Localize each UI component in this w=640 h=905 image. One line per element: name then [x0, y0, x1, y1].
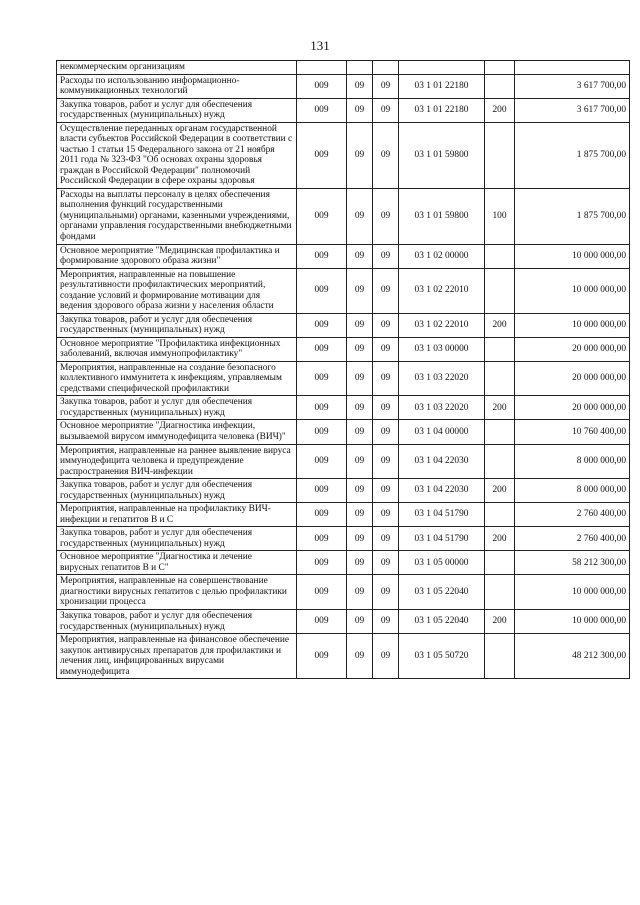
cell-section: 09	[347, 244, 373, 268]
table-row	[57, 527, 630, 551]
cell-amount: 10 000 000,00	[515, 575, 630, 610]
cell-subsection: 09	[373, 527, 399, 551]
cell-amount: 1 875 700,00	[515, 188, 630, 244]
cell-subsection: 09	[373, 420, 399, 444]
table-body	[57, 61, 630, 679]
cell-expense-type	[485, 268, 515, 313]
cell-target-article: 03 1 04 51790	[399, 527, 485, 551]
cell-expense-type	[485, 634, 515, 679]
cell-name: Закупка товаров, работ и услуг для обеспечения государственных (муниципальных) нужд	[57, 313, 297, 337]
cell-target-article	[399, 61, 485, 75]
cell-section: 09	[347, 361, 373, 396]
table-row	[57, 122, 630, 188]
cell-name: Основное мероприятие "Профилактика инфекционных заболеваний, включая иммунопрофилактику"	[57, 337, 297, 361]
cell-target-article: 03 1 02 22010	[399, 268, 485, 313]
cell-amount: 10 000 000,00	[515, 609, 630, 633]
cell-name: Закупка товаров, работ и услуг для обеспечения государственных (муниципальных) нужд	[57, 479, 297, 503]
cell-amount	[515, 61, 630, 75]
cell-section: 09	[347, 444, 373, 479]
cell-target-article: 03 1 04 00000	[399, 420, 485, 444]
cell-subsection: 09	[373, 122, 399, 188]
cell-admin-code: 009	[297, 74, 347, 98]
cell-section: 09	[347, 396, 373, 420]
cell-admin-code: 009	[297, 396, 347, 420]
cell-subsection: 09	[373, 337, 399, 361]
cell-section: 09	[347, 74, 373, 98]
table-row	[57, 420, 630, 444]
cell-subsection: 09	[373, 188, 399, 244]
cell-subsection: 09	[373, 98, 399, 122]
page-number: 131	[310, 38, 330, 53]
cell-amount: 2 760 400,00	[515, 503, 630, 527]
cell-amount: 48 212 300,00	[515, 634, 630, 679]
cell-admin-code: 009	[297, 122, 347, 188]
cell-admin-code: 009	[297, 444, 347, 479]
table-row	[57, 396, 630, 420]
cell-name: Расходы по использованию информационно-коммуникационных технологий	[57, 74, 297, 98]
cell-section: 09	[347, 527, 373, 551]
cell-admin-code: 009	[297, 551, 347, 575]
cell-target-article: 03 1 05 00000	[399, 551, 485, 575]
cell-admin-code: 009	[297, 420, 347, 444]
cell-target-article: 03 1 05 22040	[399, 609, 485, 633]
cell-target-article: 03 1 04 51790	[399, 503, 485, 527]
cell-section: 09	[347, 609, 373, 633]
cell-expense-type	[485, 503, 515, 527]
cell-target-article: 03 1 04 22030	[399, 479, 485, 503]
cell-subsection	[373, 61, 399, 75]
cell-name: Основное мероприятие "Медицинская профилактика и формирование здорового образа жизни"	[57, 244, 297, 268]
cell-subsection: 09	[373, 503, 399, 527]
cell-name: некоммерческим организациям	[57, 61, 297, 75]
table-row	[57, 337, 630, 361]
cell-amount: 1 875 700,00	[515, 122, 630, 188]
cell-amount: 2 760 400,00	[515, 527, 630, 551]
cell-section: 09	[347, 337, 373, 361]
cell-target-article: 03 1 03 00000	[399, 337, 485, 361]
table-row	[57, 188, 630, 244]
cell-expense-type: 200	[485, 609, 515, 633]
cell-subsection: 09	[373, 609, 399, 633]
cell-name: Мероприятия, направленные на совершенствование диагностики вирусных гепатитов с целью профилактики хронизации процесса	[57, 575, 297, 610]
cell-expense-type	[485, 74, 515, 98]
cell-subsection: 09	[373, 313, 399, 337]
cell-admin-code: 009	[297, 98, 347, 122]
cell-expense-type	[485, 61, 515, 75]
cell-target-article: 03 1 05 22040	[399, 575, 485, 610]
cell-admin-code: 009	[297, 479, 347, 503]
cell-subsection: 09	[373, 551, 399, 575]
cell-subsection: 09	[373, 74, 399, 98]
cell-section: 09	[347, 98, 373, 122]
cell-admin-code: 009	[297, 268, 347, 313]
cell-admin-code: 009	[297, 188, 347, 244]
cell-subsection: 09	[373, 575, 399, 610]
table-row	[57, 634, 630, 679]
cell-name: Расходы на выплаты персоналу в целях обеспечения выполнения функций государственными (муниципальными) органами, казенными учреждениями, органами управления государственными внебюджетными фондами	[57, 188, 297, 244]
table-row	[57, 268, 630, 313]
cell-name: Мероприятия, направленные на создание безопасного коллективного иммунитета к инфекциям, управляемым средствами специфической профилактики	[57, 361, 297, 396]
table-row	[57, 98, 630, 122]
cell-amount: 8 000 000,00	[515, 479, 630, 503]
cell-admin-code: 009	[297, 609, 347, 633]
cell-amount: 10 000 000,00	[515, 313, 630, 337]
cell-section	[347, 61, 373, 75]
cell-subsection: 09	[373, 444, 399, 479]
cell-amount: 20 000 000,00	[515, 361, 630, 396]
cell-name: Мероприятия, направленные на финансовое обеспечение закупок антивирусных препаратов для профилактики и лечения лиц, инфицированных вирусами иммунодефицита	[57, 634, 297, 679]
cell-section: 09	[347, 503, 373, 527]
cell-section: 09	[347, 479, 373, 503]
cell-name: Основное мероприятие "Диагностика инфекции, вызываемой вирусом иммунодефицита человека (ВИЧ)"	[57, 420, 297, 444]
cell-target-article: 03 1 04 22030	[399, 444, 485, 479]
cell-admin-code: 009	[297, 503, 347, 527]
table-row	[57, 244, 630, 268]
table-row	[57, 479, 630, 503]
table-row	[57, 609, 630, 633]
cell-section: 09	[347, 188, 373, 244]
cell-name: Мероприятия, направленные на раннее выявление вируса иммунодефицита человека и предупреждение распространения ВИЧ-инфекции	[57, 444, 297, 479]
cell-target-article: 03 1 02 00000	[399, 244, 485, 268]
cell-name: Осуществление переданных органам государственной власти субъектов Российской Федерации в соответствии с частью 1 статьи 15 Федерального закона от 21 ноября 2011 года № 323-ФЗ "Об основах охраны здоровья граждан в Российской Федерации" полномочий Российской Федерации в сфере охраны здоровья	[57, 122, 297, 188]
cell-amount: 58 212 300,00	[515, 551, 630, 575]
cell-amount: 8 000 000,00	[515, 444, 630, 479]
cell-amount: 10 760 400,00	[515, 420, 630, 444]
cell-admin-code: 009	[297, 337, 347, 361]
cell-target-article: 03 1 01 59800	[399, 188, 485, 244]
cell-expense-type: 200	[485, 396, 515, 420]
table-row	[57, 361, 630, 396]
table-row	[57, 444, 630, 479]
cell-section: 09	[347, 420, 373, 444]
cell-expense-type	[485, 244, 515, 268]
cell-target-article: 03 1 05 50720	[399, 634, 485, 679]
budget-table	[56, 60, 630, 679]
cell-section: 09	[347, 268, 373, 313]
cell-amount: 20 000 000,00	[515, 396, 630, 420]
cell-name: Закупка товаров, работ и услуг для обеспечения государственных (муниципальных) нужд	[57, 609, 297, 633]
cell-subsection: 09	[373, 268, 399, 313]
cell-amount: 10 000 000,00	[515, 244, 630, 268]
cell-admin-code: 009	[297, 361, 347, 396]
cell-admin-code	[297, 61, 347, 75]
cell-admin-code: 009	[297, 313, 347, 337]
cell-expense-type	[485, 420, 515, 444]
cell-name: Закупка товаров, работ и услуг для обеспечения государственных (муниципальных) нужд	[57, 98, 297, 122]
cell-name: Закупка товаров, работ и услуг для обеспечения государственных (муниципальных) нужд	[57, 396, 297, 420]
cell-subsection: 09	[373, 396, 399, 420]
cell-admin-code: 009	[297, 634, 347, 679]
cell-name: Закупка товаров, работ и услуг для обеспечения государственных (муниципальных) нужд	[57, 527, 297, 551]
cell-amount: 3 617 700,00	[515, 74, 630, 98]
cell-expense-type	[485, 361, 515, 396]
cell-name: Мероприятия, направленные на профилактику ВИЧ-инфекции и гепатитов B и C	[57, 503, 297, 527]
cell-section: 09	[347, 313, 373, 337]
cell-target-article: 03 1 02 22010	[399, 313, 485, 337]
cell-expense-type: 200	[485, 479, 515, 503]
cell-section: 09	[347, 551, 373, 575]
cell-amount: 3 617 700,00	[515, 98, 630, 122]
table-row	[57, 61, 630, 75]
cell-target-article: 03 1 01 22180	[399, 74, 485, 98]
cell-amount: 20 000 000,00	[515, 337, 630, 361]
cell-target-article: 03 1 01 59800	[399, 122, 485, 188]
cell-name: Мероприятия, направленные на повышение результативности профилактических мероприятий, создание условий и формирование мотивации для ведения здорового образа жизни у населения области	[57, 268, 297, 313]
cell-name: Основное мероприятие "Диагностика и лечение вирусных гепатитов B и C"	[57, 551, 297, 575]
table-row	[57, 313, 630, 337]
cell-amount: 10 000 000,00	[515, 268, 630, 313]
cell-admin-code: 009	[297, 244, 347, 268]
cell-expense-type	[485, 444, 515, 479]
cell-expense-type: 200	[485, 527, 515, 551]
cell-expense-type	[485, 337, 515, 361]
table-row	[57, 74, 630, 98]
cell-target-article: 03 1 01 22180	[399, 98, 485, 122]
cell-subsection: 09	[373, 634, 399, 679]
cell-expense-type: 200	[485, 313, 515, 337]
table-row	[57, 575, 630, 610]
cell-section: 09	[347, 575, 373, 610]
cell-subsection: 09	[373, 244, 399, 268]
cell-target-article: 03 1 03 22020	[399, 361, 485, 396]
cell-section: 09	[347, 634, 373, 679]
cell-expense-type: 200	[485, 98, 515, 122]
cell-target-article: 03 1 03 22020	[399, 396, 485, 420]
cell-subsection: 09	[373, 479, 399, 503]
cell-expense-type	[485, 575, 515, 610]
cell-subsection: 09	[373, 361, 399, 396]
cell-expense-type: 100	[485, 188, 515, 244]
cell-admin-code: 009	[297, 575, 347, 610]
table-row	[57, 503, 630, 527]
cell-expense-type	[485, 551, 515, 575]
cell-expense-type	[485, 122, 515, 188]
cell-section: 09	[347, 122, 373, 188]
cell-admin-code: 009	[297, 527, 347, 551]
table-row	[57, 551, 630, 575]
